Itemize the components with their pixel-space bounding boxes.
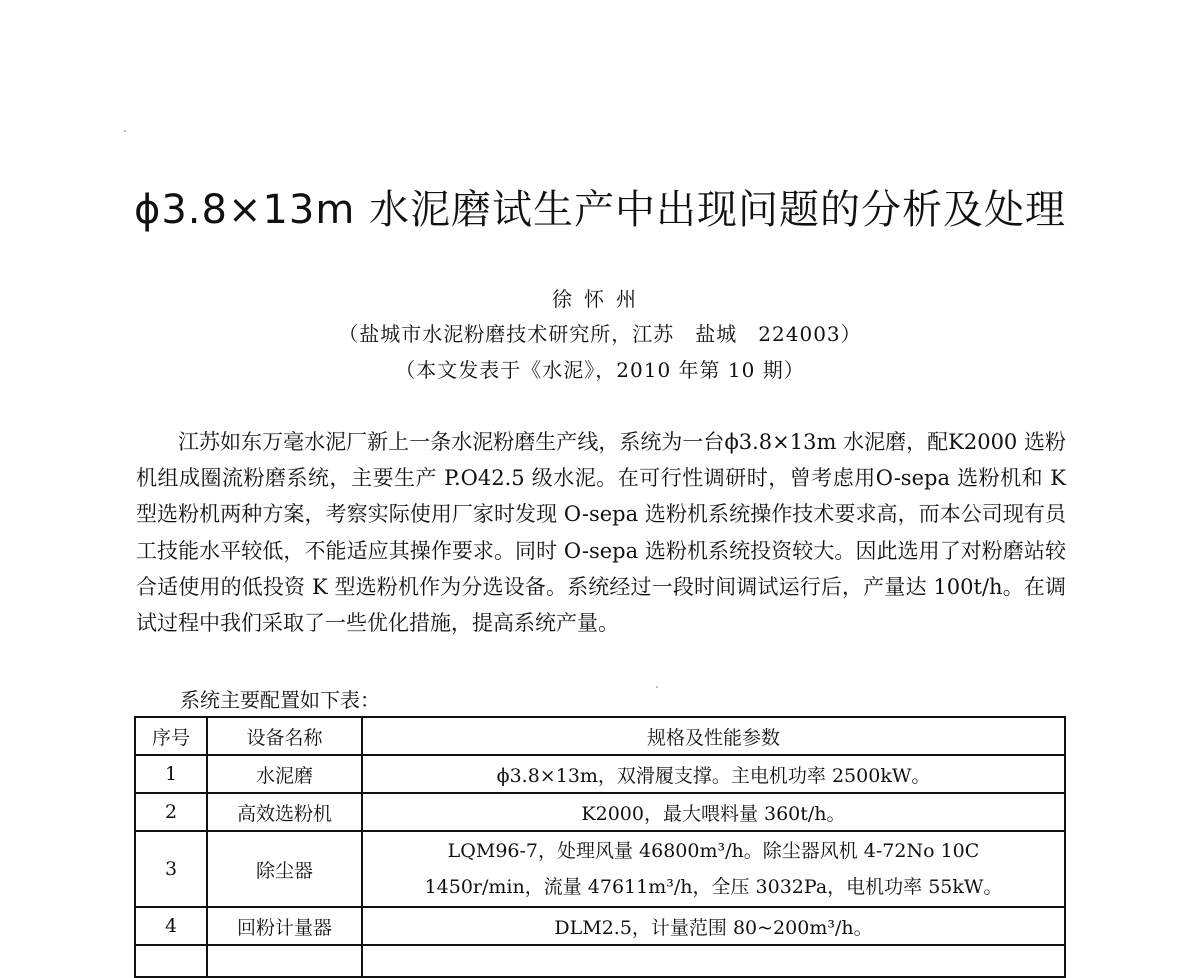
table-row bbox=[135, 755, 1065, 793]
scan-speck bbox=[124, 130, 126, 132]
row-no: 1 bbox=[135, 755, 207, 793]
header-spec: 规格及性能参数 bbox=[362, 717, 1065, 755]
row-no: 2 bbox=[135, 793, 207, 831]
article-title: ϕ3.8×13m 水泥磨试生产中出现问题的分析及处理 bbox=[133, 187, 1067, 233]
body-paragraph: 江苏如东万毫水泥厂新上一条水泥粉磨生产线，系统为一台ϕ3.8×13m 水泥磨，配K2000 选粉机组成圈流粉磨系统，主要生产 P.O42.5 级水泥。在可行性调研时，曾考虑用O-sepa 选粉机和 K 型选粉机两种方案，考察实际使用厂家时发现 O-sepa 选粉机系统操作技术要求高，而本公司现有员工技能水平较低，不能适应其操作要求。同时 O-sepa 选粉机系统投资较大。因此选用了对粉磨站较合适使用的低投资 K 型选粉机作为分选设备。系统经过一段时间调试运行后，产量达 100t/h。在调试过程中我们采取了一些优化措施，提高系统产量。 bbox=[136, 430, 1066, 636]
row-equipment-name bbox=[207, 945, 362, 977]
scan-speck bbox=[656, 686, 658, 688]
table-row bbox=[135, 831, 1065, 907]
header-equipment-name: 设备名称 bbox=[207, 717, 362, 755]
row-spec: K2000，最大喂料量 360t/h。 bbox=[362, 793, 1065, 831]
row-no: 4 bbox=[135, 907, 207, 945]
header-no: 序号 bbox=[135, 717, 207, 755]
author-affiliation: （盐城市水泥粉磨技术研究所，江苏 盐城 224003） bbox=[338, 322, 862, 346]
publication-note: （本文发表于《水泥》，2010 年第 10 期） bbox=[395, 358, 805, 382]
row-spec bbox=[362, 831, 1065, 907]
row-spec bbox=[362, 945, 1065, 977]
row-no bbox=[135, 945, 207, 977]
table-header-row bbox=[135, 717, 1065, 755]
row-equipment-name: 除尘器 bbox=[207, 831, 362, 907]
row-equipment-name: 回粉计量器 bbox=[207, 907, 362, 945]
row-equipment-name: 水泥磨 bbox=[207, 755, 362, 793]
row-spec-line: LQM96-7，处理风量 46800m³/h。除尘器风机 4-72No 10C bbox=[447, 840, 980, 862]
table-caption: 系统主要配置如下表： bbox=[180, 688, 380, 712]
row-spec: ϕ3.8×13m，双滑履支撑。主电机功率 2500kW。 bbox=[362, 755, 1065, 793]
row-equipment-name: 高效选粉机 bbox=[207, 793, 362, 831]
table-row bbox=[135, 793, 1065, 831]
row-spec-line: 1450r/min，流量 47611m³/h，全压 3032Pa，电机功率 55kW。 bbox=[424, 876, 1003, 898]
row-no: 3 bbox=[135, 831, 207, 907]
table-row-cut-off bbox=[135, 945, 1065, 977]
table-row bbox=[135, 907, 1065, 945]
equipment-config-table bbox=[134, 716, 1066, 978]
row-spec: DLM2.5，计量范围 80~200m³/h。 bbox=[362, 907, 1065, 945]
author-name: 徐怀州 bbox=[552, 287, 648, 311]
